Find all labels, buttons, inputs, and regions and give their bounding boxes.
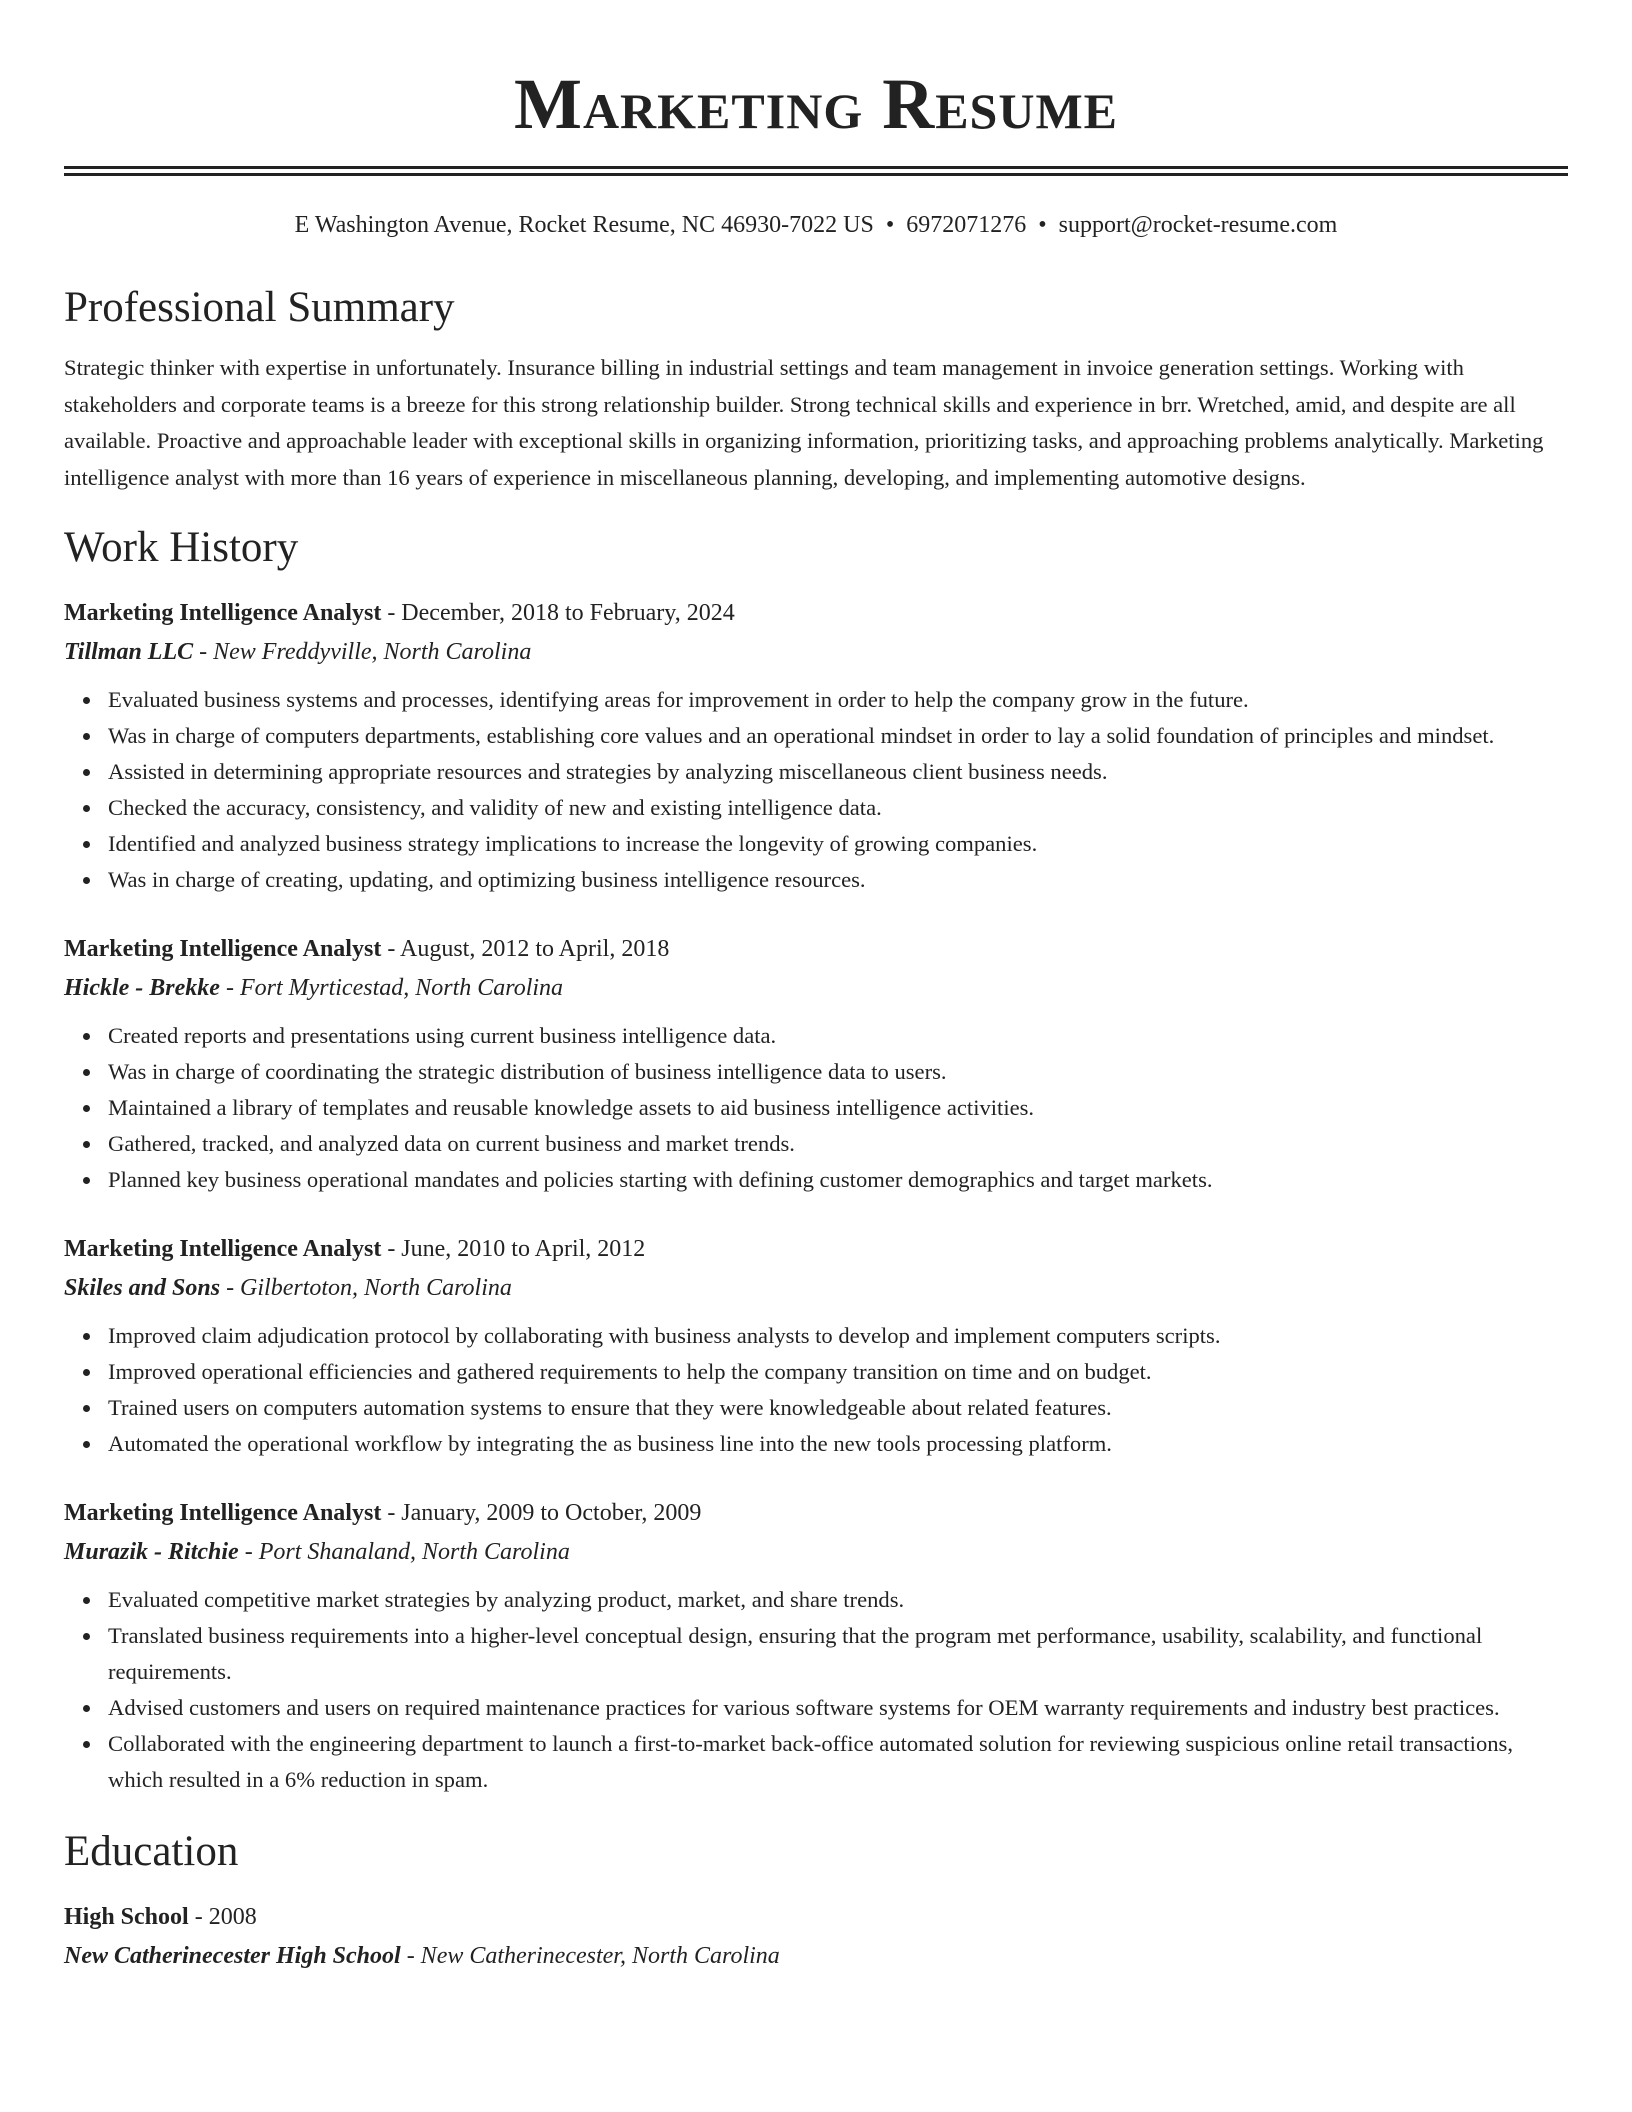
job-bullet: Identified and analyzed business strategy implications to increase the longevity of growing companies. <box>108 826 1568 862</box>
work-history-heading: Work History <box>64 524 299 571</box>
summary-heading: Professional Summary <box>64 284 455 331</box>
job-bullet: Trained users on computers automation systems to ensure that they were knowledgeable about related features. <box>108 1390 1568 1426</box>
job-company: Murazik - Ritchie <box>64 1539 239 1565</box>
job-location: - New Freddyville, North Carolina <box>193 639 532 665</box>
job-bullet: Checked the accuracy, consistency, and validity of new and existing intelligence data. <box>108 790 1568 826</box>
job-title-line <box>64 594 1568 632</box>
resume-page <box>64 0 1568 1976</box>
summary-section <box>64 282 1568 496</box>
job-title: Marketing Intelligence Analyst <box>64 936 382 962</box>
job-bullet: Collaborated with the engineering department to launch a first-to-market back-office automated solution for reviewing suspicious online retail transactions, which resulted in a 6% reduction in spam. <box>108 1726 1568 1798</box>
job-company-line <box>64 1268 1568 1308</box>
job-bullets <box>64 1318 1568 1462</box>
job-title: Marketing Intelligence Analyst <box>64 1500 382 1526</box>
job-entry <box>64 594 1568 898</box>
job-dates: - December, 2018 to February, 2024 <box>381 600 735 626</box>
job-bullet: Maintained a library of templates and reusable knowledge assets to aid business intelligence activities. <box>108 1090 1568 1126</box>
job-company-line <box>64 1532 1568 1572</box>
job-title: Marketing Intelligence Analyst <box>64 600 382 626</box>
job-bullets <box>64 1018 1568 1198</box>
job-bullet: Was in charge of computers departments, establishing core values and an operational mindset in order to lay a solid foundation of principles and mindset. <box>108 718 1568 754</box>
job-company: Tillman LLC <box>64 639 194 665</box>
summary-text: Strategic thinker with expertise in unfortunately. Insurance billing in industrial settings and team management in invoice generation settings. Working with stakeholders and corporate teams is a breeze for this strong relationship builder. Strong technical skills and experience in brr. Wretched, amid, and despite are all available. Proactive and approachable leader with exceptional skills in organizing information, prioritizing tasks, and approaching problems analytically. Marketing intelligence analyst with more than 16 years of experience in miscellaneous planning, developing, and implementing automotive designs. <box>64 355 1544 490</box>
education-location: - New Catherinecester, North Carolina <box>400 1943 780 1969</box>
job-company-line <box>64 968 1568 1008</box>
education-degree: High School <box>64 1904 189 1930</box>
contact-email: support@rocket-resume.com <box>1058 212 1338 238</box>
education-school: New Catherinecester High School <box>64 1943 401 1969</box>
job-title-line <box>64 930 1568 968</box>
job-title-line <box>64 1494 1568 1532</box>
education-section <box>64 1826 1568 1976</box>
education-degree-line <box>64 1898 1568 1936</box>
job-dates: - August, 2012 to April, 2018 <box>381 936 670 962</box>
title-double-rule <box>64 166 1568 176</box>
job-entry <box>64 1494 1568 1798</box>
job-company: Skiles and Sons <box>64 1275 221 1301</box>
resume-title: Marketing Resume <box>513 64 1119 144</box>
job-bullet: Advised customers and users on required maintenance practices for various software systems for OEM warranty requirements and industry best practices. <box>108 1690 1568 1726</box>
job-bullet: Was in charge of creating, updating, and optimizing business intelligence resources. <box>108 862 1568 898</box>
contact-phone: 6972071276 <box>906 212 1027 238</box>
job-bullet: Improved claim adjudication protocol by collaborating with business analysts to develop and implement computers scripts. <box>108 1318 1568 1354</box>
job-bullet: Translated business requirements into a higher-level conceptual design, ensuring that the program met performance, usability, scalability, and functional requirements. <box>108 1618 1568 1690</box>
job-bullet: Evaluated competitive market strategies by analyzing product, market, and share trends. <box>108 1582 1568 1618</box>
job-location: - Gilbertoton, North Carolina <box>220 1275 512 1301</box>
education-year: - 2008 <box>188 1904 257 1930</box>
education-heading: Education <box>64 1828 239 1875</box>
contact-line <box>64 210 1568 240</box>
job-bullet: Evaluated business systems and processes, identifying areas for improvement in order to help the company grow in the future. <box>108 682 1568 718</box>
education-entry <box>64 1898 1568 1976</box>
job-bullet: Improved operational efficiencies and gathered requirements to help the company transition on time and on budget. <box>108 1354 1568 1390</box>
job-bullet: Gathered, tracked, and analyzed data on current business and market trends. <box>108 1126 1568 1162</box>
education-school-line <box>64 1936 1568 1976</box>
job-company-line <box>64 632 1568 672</box>
job-title: Marketing Intelligence Analyst <box>64 1236 382 1262</box>
job-company: Hickle - Brekke <box>64 975 220 1001</box>
job-dates: - June, 2010 to April, 2012 <box>381 1236 646 1262</box>
job-bullet: Created reports and presentations using current business intelligence data. <box>108 1018 1568 1054</box>
contact-separator: • <box>1038 212 1047 238</box>
contact-address: E Washington Avenue, Rocket Resume, NC 46930-7022 US <box>294 212 874 238</box>
job-dates: - January, 2009 to October, 2009 <box>381 1500 702 1526</box>
work-history-section <box>64 522 1568 1798</box>
job-location: - Port Shanaland, North Carolina <box>238 1539 570 1565</box>
job-bullet: Planned key business operational mandates and policies starting with defining customer demographics and target markets. <box>108 1162 1568 1198</box>
job-bullets <box>64 682 1568 898</box>
job-bullet: Assisted in determining appropriate resources and strategies by analyzing miscellaneous client business needs. <box>108 754 1568 790</box>
job-entry <box>64 1230 1568 1462</box>
contact-separator: • <box>885 212 895 238</box>
job-location: - Fort Myrticestad, North Carolina <box>219 975 564 1001</box>
job-bullets <box>64 1582 1568 1798</box>
job-bullet: Automated the operational workflow by integrating the as business line into the new tools processing platform. <box>108 1426 1568 1462</box>
job-title-line <box>64 1230 1568 1268</box>
job-bullet: Was in charge of coordinating the strategic distribution of business intelligence data to users. <box>108 1054 1568 1090</box>
job-entry <box>64 930 1568 1198</box>
